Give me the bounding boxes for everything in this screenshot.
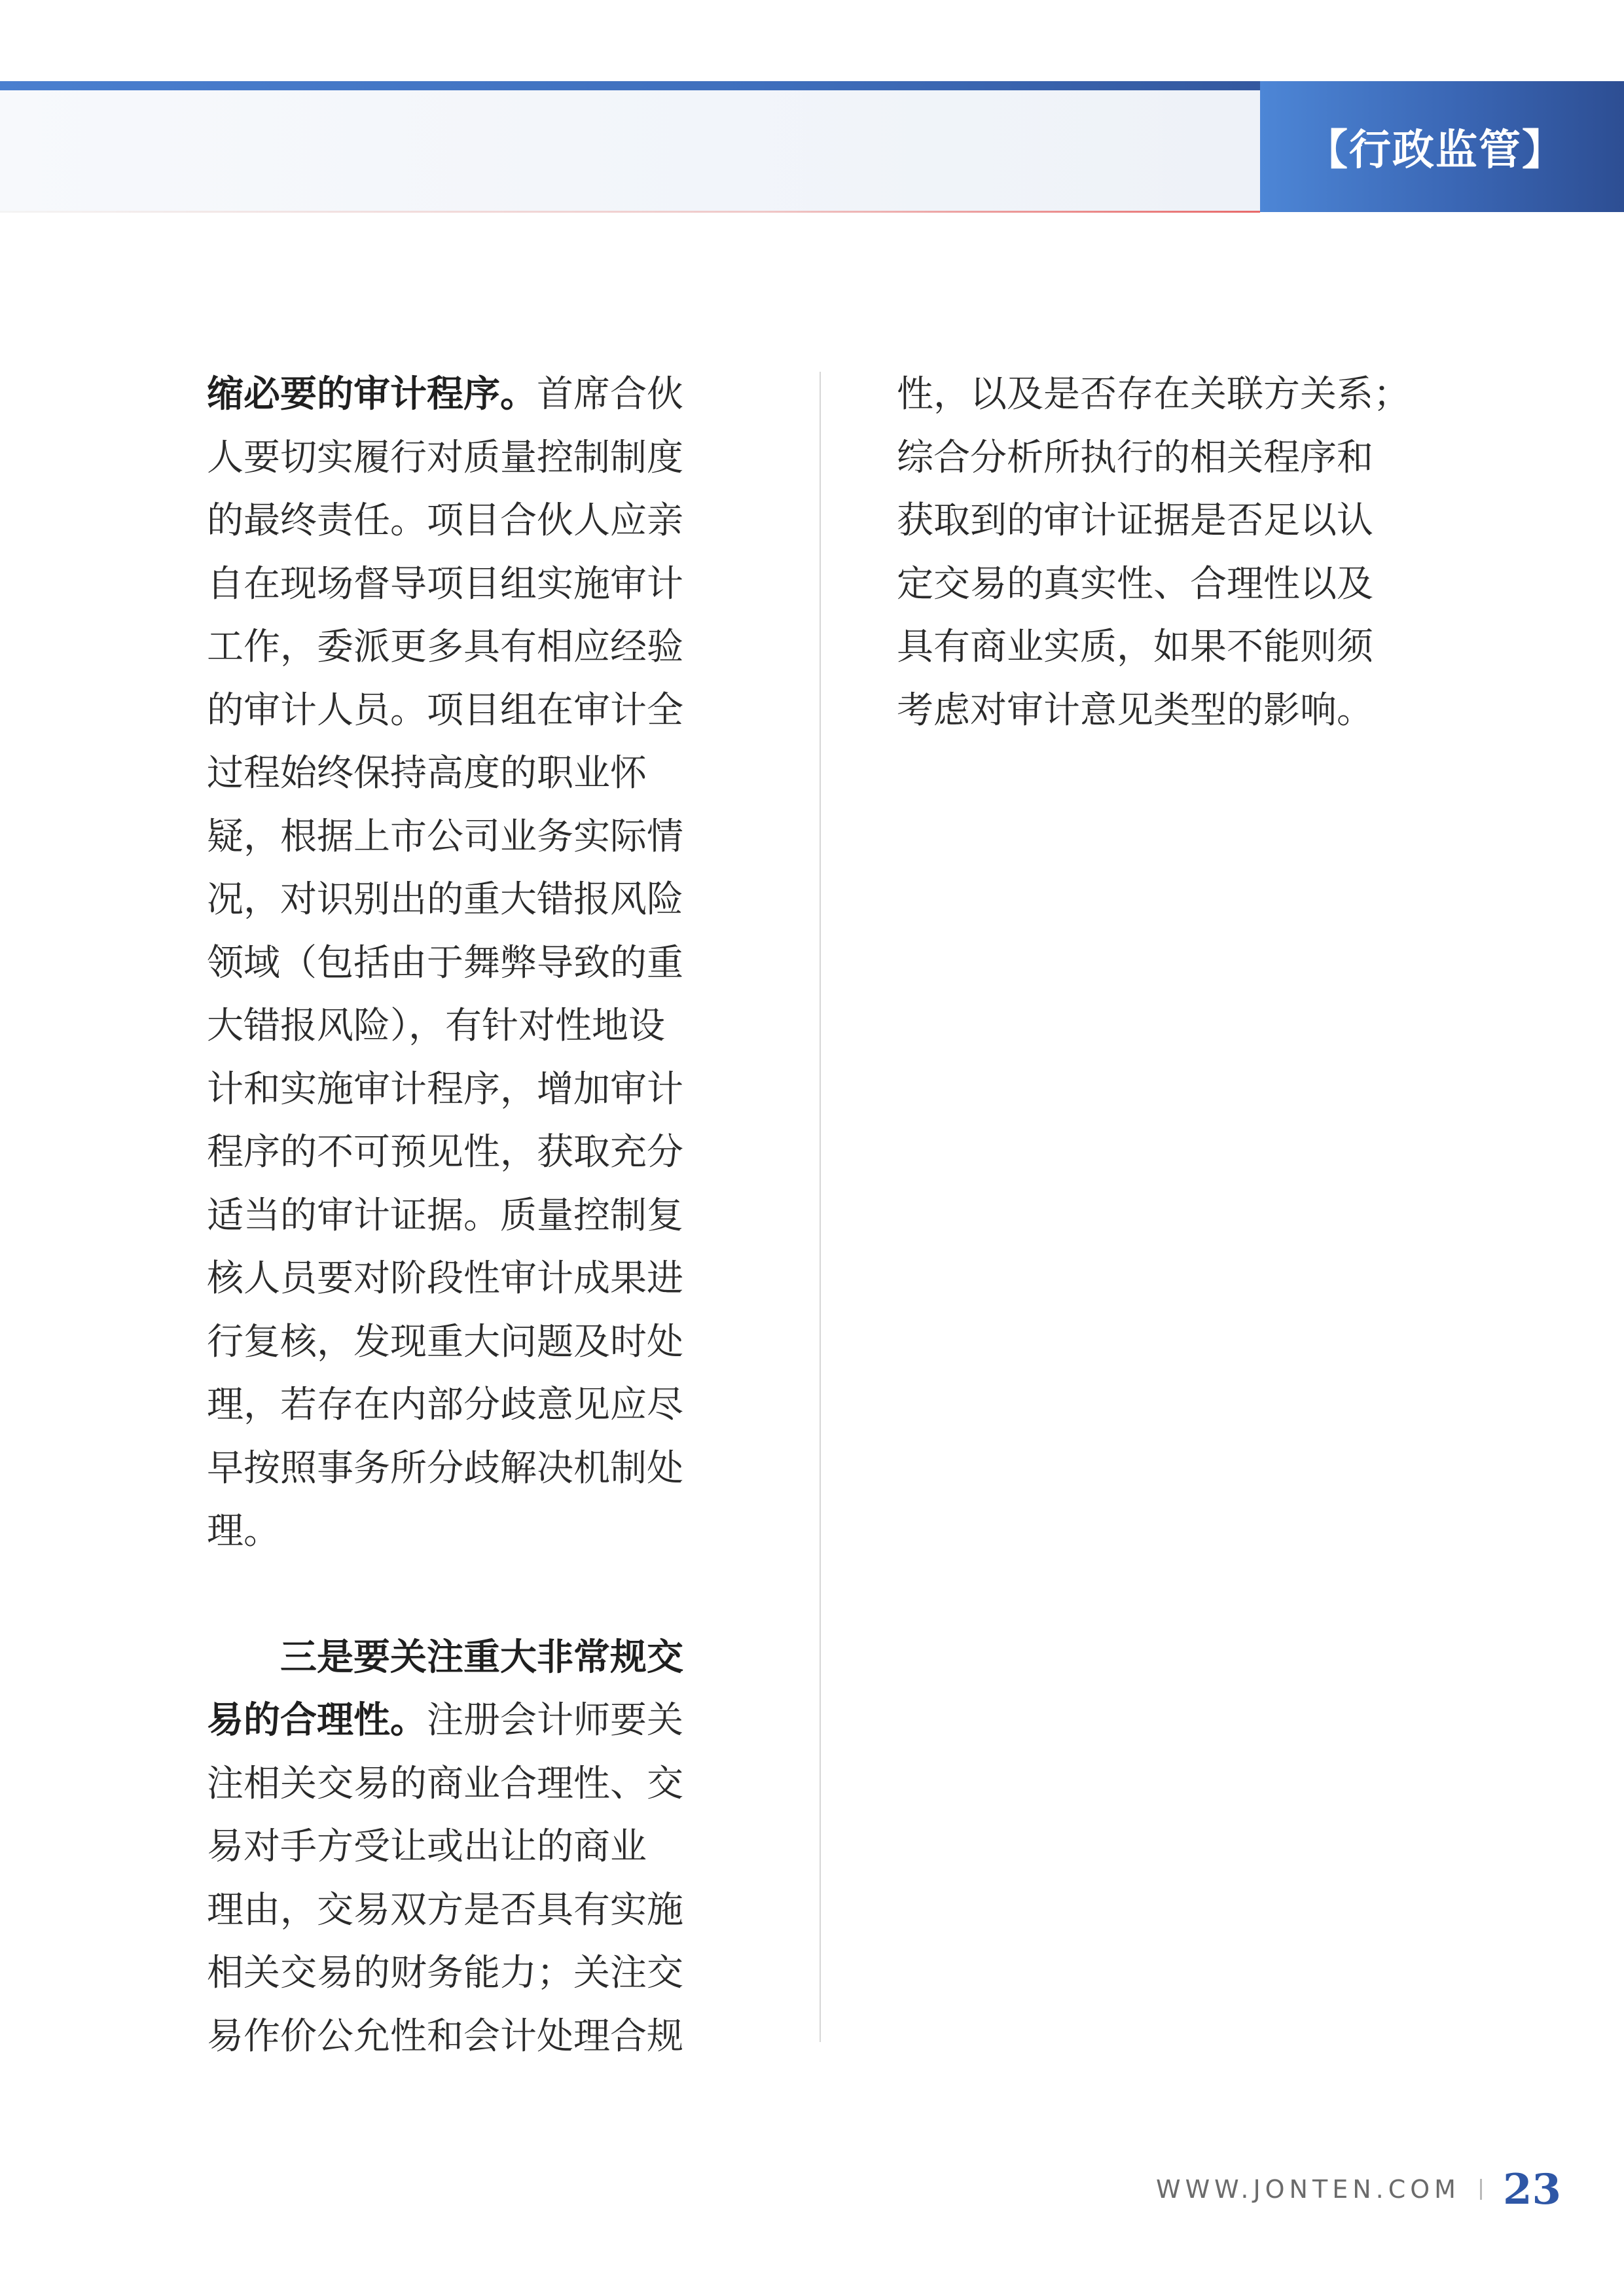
paragraph-lead-bold: 缩必要的审计程序。 (207, 373, 537, 416)
paragraph-line: 性，以及是否存在关联方关系； (897, 373, 1410, 416)
column-divider (820, 372, 821, 2042)
paragraph-line: 理。 (207, 1510, 280, 1552)
paragraph-line: 过程始终保持高度的职业怀 (207, 752, 647, 795)
page-footer (1156, 2160, 1561, 2219)
paragraph-line: 人要切实履行对质量控制制度 (207, 436, 683, 479)
paragraph-line: 自在现场督导项目组实施审计 (207, 562, 683, 605)
section-label: 【行政监管】 (1306, 126, 1565, 175)
paragraph-line: 早按照事务所分歧解决机制处 (207, 1446, 683, 1490)
footer-separator (1480, 2179, 1482, 2200)
paragraph-line (207, 1626, 711, 1690)
paragraph-line: 易作价公允性和会计处理合规 (207, 2015, 683, 2058)
paragraph-line: 综合分析所执行的相关程序和 (897, 436, 1373, 479)
paragraph-line: 适当的审计证据。质量控制复 (207, 1194, 683, 1237)
page-number: 23 (1502, 2164, 1561, 2214)
header-top-rule (0, 81, 1260, 90)
paragraph-line: 核人员要对阶段性审计成果进 (207, 1257, 683, 1300)
paragraph-line: 程序的不可预见性，获取充分 (207, 1131, 683, 1174)
paragraph-line: 理，若存在内部分歧意见应尽 (207, 1384, 683, 1426)
paragraph-line: 具有商业实质，如果不能则须 (897, 626, 1373, 668)
paragraph-lead-bold: 易的合理性。 (207, 1699, 427, 1742)
paragraph-line: 的最终责任。项目合伙人应亲 (207, 499, 683, 542)
paragraph-line: 注相关交易的商业合理性、交 (207, 1762, 683, 1805)
paragraph-line: 易的合理性。注册会计师要关 (207, 1699, 683, 1742)
paragraph-line: 定交易的真实性、合理性以及 (897, 562, 1373, 605)
paragraph-lead-bold: 三是要关注重大非常规交 (280, 1636, 683, 1679)
paragraph-line: 易对手方受让或出让的商业 (207, 1825, 647, 1868)
paragraph-line: 疑，根据上市公司业务实际情 (207, 815, 683, 858)
paragraph-line: 大错报风险），有针对性地设 (207, 1005, 665, 1047)
paragraph-line: 缩必要的审计程序。首席合伙 (207, 373, 683, 416)
paragraph-line: 考虑对审计意见类型的影响。 (897, 689, 1373, 732)
paragraph-line: 的审计人员。项目组在审计全 (207, 689, 683, 732)
header-band (0, 90, 1260, 212)
right-column (897, 363, 1410, 742)
left-column (207, 363, 711, 2068)
paragraph-line: 相关交易的财务能力；关注交 (207, 1952, 683, 1994)
paragraph-line: 况，对识别出的重大错报风险 (207, 878, 683, 921)
paragraph-line: 行复核，发现重大问题及时处 (207, 1320, 683, 1363)
paragraph-line: 工作，委派更多具有相应经验 (207, 626, 683, 668)
paragraph-line: 领域（包括由于舞弊导致的重 (207, 941, 683, 984)
section-tag (1260, 81, 1624, 212)
header-underline (0, 211, 1260, 213)
paragraph-line: 计和实施审计程序，增加审计 (207, 1067, 683, 1111)
paragraph-line: 理由，交易双方是否具有实施 (207, 1888, 683, 1931)
website-link[interactable]: WWW.JONTEN.COM (1156, 2175, 1460, 2204)
paragraph-gap (207, 1564, 711, 1626)
paragraph-line: 获取到的审计证据是否足以认 (897, 499, 1373, 542)
